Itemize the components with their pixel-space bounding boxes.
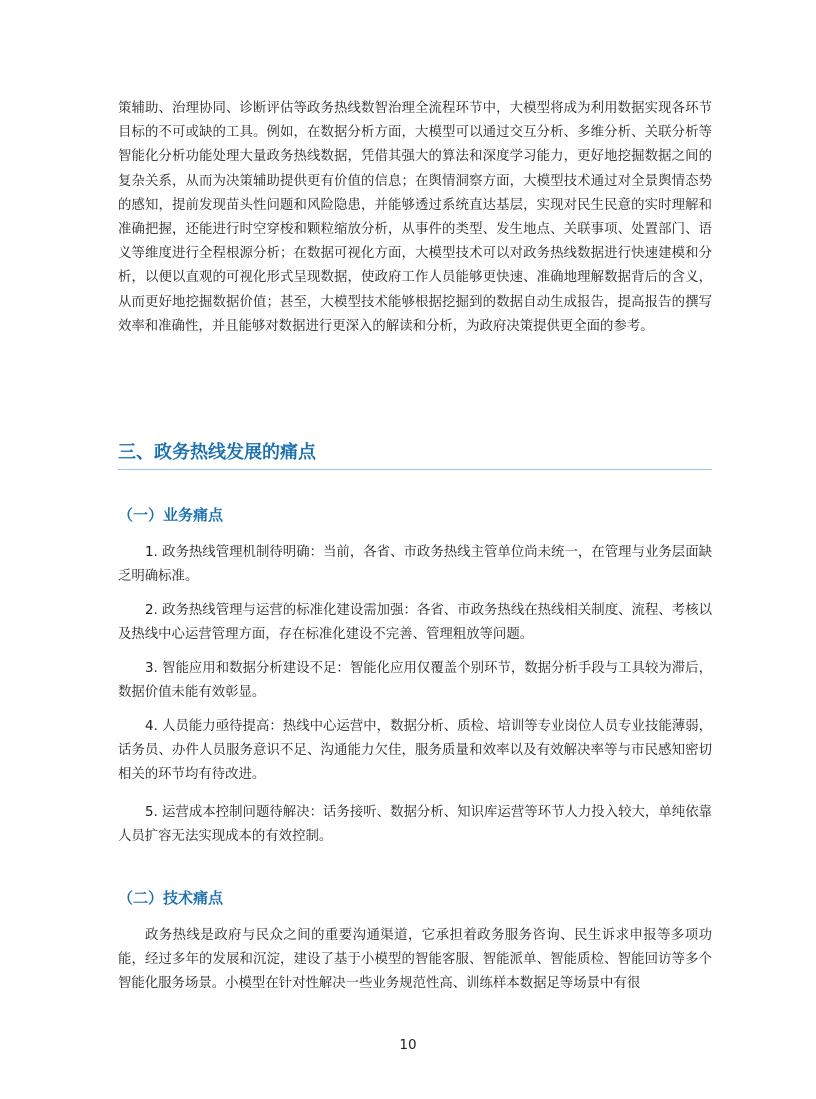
technical-paragraph: 政务热线是政府与民众之间的重要沟通渠道，它承担着政务服务咨询、民生诉求申报等多项功能，经过多年的发展和沉淀，建设了基于小模型的智能客服、智能派单、智能质检、智能回访等多个智能化服务场景。小模型在针对性解决一些业务规范性高、训练样本数据足等场景中有很 [118, 928, 712, 992]
page-number: 10 [399, 1037, 417, 1053]
business-item-4: 4. 人员能力亟待提高：热线中心运营中，数据分析、质检、培训等专业岗位人员专业技能薄弱，话务员、办件人员服务意识不足、沟通能力欠佳，服务质量和效率以及有效解决率等与市民感知密切相关的环节均有待改进。 [118, 719, 712, 783]
business-item-1: 1. 政务热线管理机制待明确：当前，各省、市政务热线主管单位尚未统一，在管理与业务层面缺乏明确标准。 [118, 545, 712, 585]
section-heading: 三、政务热线发展的痛点 [118, 442, 316, 463]
subsection-heading-business: （一）业务痛点 [118, 506, 224, 524]
business-item-5: 5. 运营成本控制问题待解决：话务接听、数据分析、知识库运营等环节人力投入较大，单纯依靠人员扩容无法实现成本的有效控制。 [118, 805, 712, 845]
section-heading-rule [118, 469, 712, 470]
subsection-heading-technical: （二）技术痛点 [118, 889, 224, 907]
business-item-2: 2. 政务热线管理与运营的标准化建设需加强：各省、市政务热线在热线相关制度、流程、考核以及热线中心运营管理方面，存在标准化建设不完善、管理粗放等问题。 [118, 603, 712, 643]
intro-paragraph: 策辅助、治理协同、诊断评估等政务热线数智治理全流程环节中，大模型将成为利用数据实现各环节目标的不可或缺的工具。例如，在数据分析方面，大模型可以通过交互分析、多维分析、关联分析等智能化分析功能处理大量政务热线数据，凭借其强大的算法和深度学习能力，更好地挖掘数据之间的复杂关系，从而为决策辅助提供更有价值的信息；在舆情洞察方面，大模型技术通过对全景舆情态势的感知，提前发现苗头性问题和风险隐患，并能够透过系统直达基层，实现对民生民意的实时理解和准确把握，还能进行时空穿梭和颗粒缩放分析，从事件的类型、发生地点、关联事项、处置部门、语义等维度进行全程根源分析；在数据可视化方面，大模型技术可以对政务热线数据进行快速建模和分析，以便以直观的可视化形式呈现数据，使政府工作人员能够更快速、准确地理解数据背后的含义，从而更好地挖掘数据价值；甚至，大模型技术能够根据挖掘到的数据自动生成报告，提高报告的撰写效率和准确性，并且能够对数据进行更深入的解读和分析，为政府决策提供更全面的参考。 [118, 101, 712, 334]
business-item-3: 3. 智能应用和数据分析建设不足：智能化应用仅覆盖个别环节，数据分析手段与工具较为滞后，数据价值未能有效彰显。 [118, 661, 712, 701]
